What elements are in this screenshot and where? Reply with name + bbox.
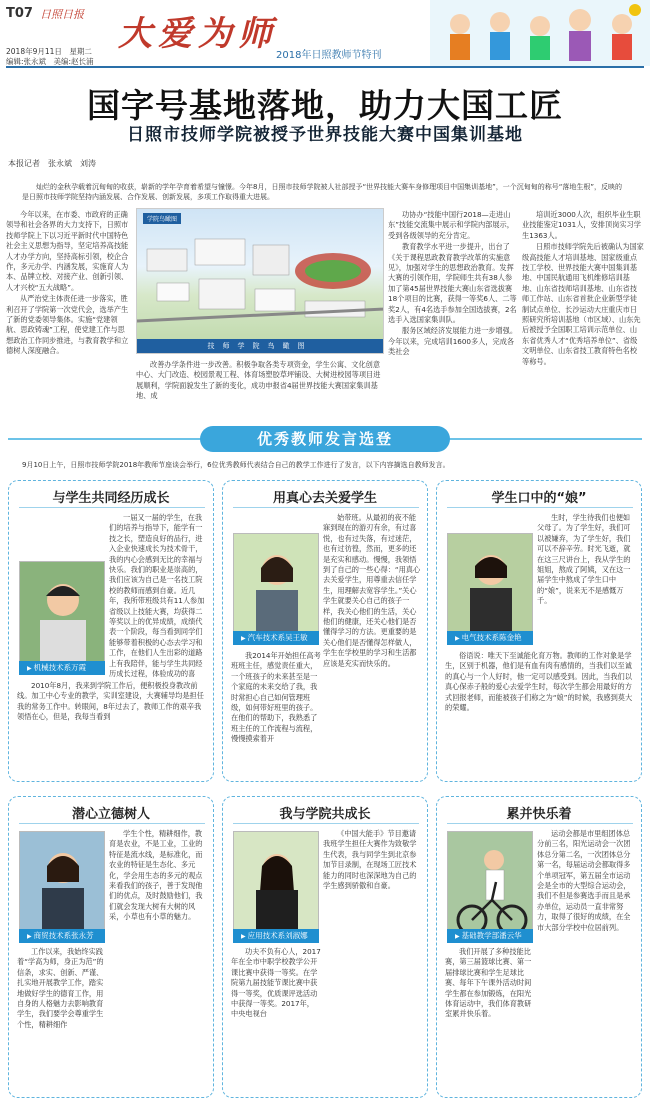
article-column-4 [522, 210, 644, 422]
article-column-1 [6, 210, 130, 422]
teacher-photo [447, 831, 533, 943]
teacher-photo [19, 831, 105, 943]
card-title: 我与学院共成长 [279, 807, 371, 822]
teacher-portrait-icon [234, 534, 319, 645]
card-title: 潜心立德树人 [71, 807, 150, 822]
teacher-caption: ▶ 应用技术系刘淑娜 [233, 929, 319, 943]
paper-logo: 日照日报 [40, 8, 84, 21]
card-text-bottom: 我们开展了多种技能比赛，第三届篮球比赛、第一届排球比赛和学生足球比赛、每年下午课外活动时间学生都在参加锻炼，在阳光体育运动中，我们体育教研室累并快乐着。 [445, 947, 532, 1019]
masthead [0, 0, 650, 72]
card-text-bottom: 2010年8月，我来到学院工作后，便积极投身教改前线。加工中心专业的教学，实训室建设，大赛辅导均是担任我的常务工作中。转眼间，8年过去了，教师工作的艰辛我领悟在心，但是，我每当看到 [17, 681, 204, 722]
teacher-photo [19, 561, 105, 673]
card-text-right: 生时，学生待我们也便如父母了。为了学生好，我们可以被嫌弃，为了学生好，我们可以不辞辛劳。时光飞逝，就在这三尺讲台上，我从学生的姐姐，熬成了阿姨，又在这一届学生中熬成了学生口中的“娘”，说来无不是感慨万千。 [537, 513, 631, 606]
card-rule [233, 507, 419, 508]
teacher-card [8, 480, 214, 782]
section-title: 优秀教师发言选登 [200, 426, 450, 452]
teacher-cyclist-icon [448, 832, 533, 943]
card-text-right: 《中国大能手》节目邀请我班学生担任大赛作为致敬学生代表，我与同学生到北京参加节目录制，在现场工匠技术能力的同时也深深地为自己的学生感到骄傲和自豪。 [323, 829, 417, 891]
teacher-caption: ▶ 电气技术系陈金艳 [447, 631, 533, 645]
teacher-portrait-icon [20, 832, 105, 943]
campus-aerial-icon [137, 209, 384, 354]
date-line: 2018年9月11日 星期二 [6, 47, 92, 56]
teacher-photo [447, 533, 533, 645]
theme-title: 大爱为师 [118, 14, 278, 54]
card-text-bottom: 我2014年开始担任高考班班主任，感觉责任重大，一个班孩子的未来甚至是一个家庭的未来交给了我，我时常担心自己如何管理班级，如何带好班里的孩子。在他们的帮助下，我熟悉了班主任的工作流程与流程，慢慢摸索着开 [231, 651, 321, 744]
article-lead: 灿烂的金秋孕载着沉甸甸的收获，崭新的学年孕育着希望与憧憬。今年8月，日照市技师学院被人社部授予“世界技能大赛车身修理项目中国集训基地”，一个沉甸甸的称号“落地生根”，反映的是日照市技师学院坚持内涵发展、合作发展、创新发展，多项工作取得重大进展。 [22, 183, 622, 201]
header-rule [6, 66, 644, 68]
card-text-right: 学生个性，精耕细作，教育是农业，不是工业，工业的特征是流水线，是标准化，而农业的特征是生态化、多元化，学会用生态的多元的观点来看我们的孩子，善于发现他们的优点，及时鼓励他们，我们就会发现大树有大树的风采，小草也有小草的魅力。 [109, 829, 203, 922]
paragraph: 日照市技师学院先后被确认为国家级高技能人才培训基地、国家级重点技工学校、世界技能大赛中国集训基地、中国民航通用飞机维修培训基地、山东省技师培训基地、山东省技师工作站、山东省首批企业新型学徒制试点单位、长沙运动大庄重庆市日照研究所培训基地（市区域）、山东先后被授予全国职工培训示范单位、山东省优秀人才“优秀培养单位”、省级文明单位、山东省技工教育特色名校等称号。 [522, 242, 644, 366]
campus-label: 学院鸟瞰图 [143, 213, 181, 224]
card-text-bottom: 功夫不负有心人，2017年在全市中职学校教学公开课比赛中获得一等奖。在学院第九届技能节课比赛中获得一等奖，优质课评选活动中获得一等奖。2017年，中央电视台 [231, 947, 321, 1019]
section-banner [0, 424, 650, 454]
page-number: T07 [6, 6, 33, 21]
campus-caption: 技师学院鸟瞰图 [137, 339, 383, 353]
campus-photo [136, 208, 384, 354]
children-illustration-icon [430, 0, 650, 66]
card-title: 累并快乐着 [506, 807, 572, 822]
card-text-bottom: 俗语说：唯天下至诚能化育万物。教师的工作对象是学生，区别于机器，他们是有血有肉有感情的，当我们以至诚的真心与一个人好时，他一定可以感受到。因此，当我们以真心保赤子般的爱心去爱学生时，每次学生都会用最好的方式回报老师，而能被孩子们称之为“娘”的时候，我感到莫大的荣耀。 [445, 651, 633, 713]
card-rule [447, 507, 633, 508]
paragraph: 教育教学水平进一步提升，出台了《关于课程思政教育教学改革的实施意见》，加强对学生的思想政治教育。发挥大赛的引领作用，学院师生共有38人参加了第45届世界技能大赛山东省选拔赛18个项目的比赛，获得一等奖6人、二等奖2人，有4名选手参加全国选拔赛，2名选手入选国家集训队。 [388, 242, 517, 325]
card-title: 用真心去关爱学生 [272, 491, 377, 506]
teacher-photo [233, 831, 319, 943]
paragraph: 服务区域经济发展能力进一步增强。今年以来，完成培训1600多人，完成各类社会 [388, 326, 518, 357]
teacher-portrait-icon [20, 562, 105, 673]
article-subtitle: 日照市技师学院被授予世界技能大赛中国集训基地 [127, 125, 523, 145]
editors-line: 编辑:张永斌 美编:赵长浦 [6, 57, 94, 66]
card-rule [447, 823, 633, 824]
teacher-portrait-icon [448, 534, 533, 645]
card-text-right: 运动会都是市里组团体总分前三名，阳光运动会一次团体总分第二名，一次团体总分第一名，每届运动会都取得多个单项冠军，第五届全市运动会是全市的大型综合运动会，我们不但是参赛选手而且是承办单位，运动员一直非常努力，取得了很好的成绩，在全市大部分学校中位居前列。 [537, 829, 631, 932]
card-title: 与学生共同经历成长 [52, 491, 170, 506]
byline: 本报记者 张永斌 刘涛 [8, 159, 96, 168]
teacher-caption: ▶ 基础教学部潘云华 [447, 929, 533, 943]
teacher-caption: ▶ 汽车技术系吴王敏 [233, 631, 319, 645]
card-rule [19, 823, 205, 824]
card-text-bottom: 工作以来，我始终实践着“学高为师，身正为范”的信条，求实、创新、严谨、扎实地开展教学工作，踏实地做好学生的德育工作，用自身的人格魅力去影响教育学生，我们要学会尊重学生个性，精耕细作 [17, 947, 104, 1029]
card-rule [19, 507, 205, 508]
paragraph: 从严治党主体责任进一步落实，胜利召开了学院第一次党代会，选举产生了新的党委领导集体。实施“党建领航、思政铸魂”工程，使党建工作与思想政治工作同步推进，与教育教学和立德树人深度融合。 [6, 294, 129, 356]
teacher-card [8, 796, 214, 1098]
teacher-card [436, 796, 642, 1098]
teacher-card [222, 796, 428, 1098]
card-title: 学生口中的“娘” [491, 491, 587, 506]
paragraph: 今年以来，在市委、市政府的正确领导和社会各界的大力支持下，日照市技师学院上下以习近平新时代中国特色社会主义思想为指导，坚定培养高技能人才办学方向，坚持高标引领，校企合作，多元办学、内涵发展，实施育人为本、品牌立校、对接产业、创新引领、人才兴校“五大战略”。 [6, 210, 129, 292]
teacher-card [222, 480, 428, 782]
card-text-right: 始带班。从最初的夜不能寐到现在的游刃有余，有过喜悦，也有过失落，有过迷茫，也有过彷徨，然而，更多的还是充实和感动。慢慢，我领悟到了自己的一些心得：“用真心去关爱学生，用尊重去信任学生，用理解去宽容学生。”关心学生就要关心自己的孩子一样，我关心他们的生活，关心他们的健康，还关心他们是否懂得学习的方法。更重要的是关心他们是否懂得怎样做人，学生在学校里的学习和生活都应该是充实而快乐的。 [323, 513, 421, 668]
teacher-card [436, 480, 642, 782]
paragraph: 功协办“技能中国行2018—走进山东”技能交流集中展示和学院内部展示，受到各级领导的充分肯定。 [388, 210, 514, 240]
section-intro: 9月10日上午，日照市技师学院2018年教师节座谈会举行，6位优秀教师代表结合自己的教学工作进行了发言，以下内容摘选自教师发言。 [22, 461, 450, 469]
teacher-caption: ▶ 商贸技术系张永芳 [19, 929, 105, 943]
article-title: 国字号基地落地，助力大国工匠 [87, 86, 563, 125]
theme-subtitle: 2018年日照教师节特刊 [276, 50, 382, 61]
teacher-photo [233, 533, 319, 645]
article-column-2 [136, 360, 384, 422]
teacher-caption: ▶ 机械技术系万霞 [19, 661, 105, 675]
teacher-portrait-icon [234, 832, 319, 943]
card-text-right: 一届又一届的学生，在我们的培养与指导下，能学有一技之长，塑造良好的品行，进入企业快速成长为技术骨干，我的内心会感到无比的幸福与快乐。我们的职业是崇高的，我们应该为自己是一名技工院校的教师而感到自豪。近几年，我所带班级共有11人参加省级以上技能大赛，均获得二等奖以上的优异成绩，成绩代表一个阶段，每当看到同学们能够带着积极的心态去学习和工作，在他们人生出彩的道路上有我陪伴，能与学生共同经历成长过程，体验成功的喜 [109, 513, 205, 679]
paragraph: 培训近3000人次，组织毕业生职业技能鉴定1031人，安排顶岗实习学生1363人。 [522, 210, 641, 240]
paragraph: 改善办学条件进一步改善。积极争取各类专项资金，学生公寓、文化创意中心、大门改造、校园景观工程、体育场塑胶草坪铺设、大树进校园等项目进展顺利，学院面貌发生了新的变化，成功申报省4届世界技能大赛国家集训基地、成 [136, 360, 381, 401]
card-rule [233, 823, 419, 824]
article-column-3 [388, 210, 518, 422]
